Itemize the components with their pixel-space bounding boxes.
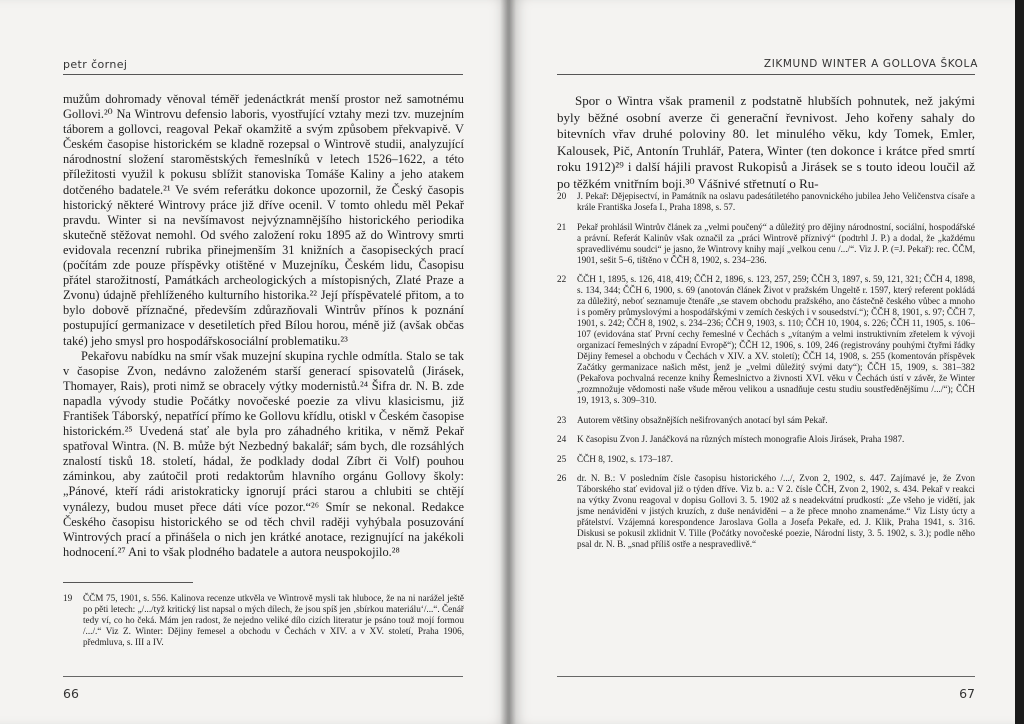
- body-text-right: [557, 93, 975, 193]
- body-text-left: [63, 92, 464, 560]
- right-page: [509, 0, 1015, 724]
- footnote-text: ČČH 8, 1902, s. 173–187.: [577, 453, 673, 464]
- footnotes-left: [63, 593, 464, 657]
- footnote-number: 19: [63, 593, 73, 603]
- paragraph: mužům dohromady věnoval téměř jedenáctkrát menší prostor než samotnému Gollovi.²⁰ Na Wintrovu defensio laboris, vyostřující vztahy mezi tzv. muzejním táborem a gollovci, reagoval Pekař okamžitě a svým způsobem překvapivě. V Českém časopise historickém se kladně rozepsal o Wintrově studii, analyzující národnostní složení staroměstských řemeslníků v letech 1526–1622, a této příležitosti využil k pokusu sblížit stanoviska Tomáše Kaliny a jeho atakem dotčeného badatele.²¹ Ve svém referátku dokonce upozornil, že Český časopis historický některé Wintrovy práce již dříve ocenil. V tomto ohledu měl Pekař pravdu. Winter si na nevšímavost nejvýznamnějšího historického periodika skutečně stěžovat nemohl. Od svého založení roku 1895 až do Wintrovy smrti evidovala recenzní rubrika přinejmenším 31 knižních a časopiseckých prací (počítám zde pouze příspěvky otištěné v Muzejníku, Českém lidu, Časopisu přátel starožitností, Památkách archeologických a místopisných, Zlaté Praze a Zvonu) údajně přehlíženého kulturního historika.²² Její příspěvatelé přitom, a to bylo dobově příznačné, především zdůrazňovali Wintrův přínos k poznání postupující germanizace v desetiletích před Bílou horou, méně již (avšak občas také) jeho smysl pro hospodářskosociální problematiku.²³: [63, 92, 464, 348]
- left-page: [0, 0, 509, 724]
- page-number-left: 66: [63, 686, 79, 701]
- footnote: [557, 274, 975, 406]
- footnote-number: 24: [557, 434, 567, 444]
- footnote-text: Pekař prohlásil Wintrův článek za „velmi poučený“ a důležitý pro dějiny národnostní, sociální, hospodářské a právní. Referát Kalinův však označil za „práci Wintrově příznivý“ (podtrhl J. P.) a dodal, že „každému spravedlivému soudci“ je jasno, že Wintrovy knihy mají „velkou cenu /.../“. Viz J. P. (=J. Pekař): rec. ČČM, 1901, sešit 5–6, tištěno v ČČH 8, 1902, s. 234–236.: [577, 221, 975, 265]
- footnote-number: 20: [557, 191, 567, 201]
- footnote: [63, 593, 464, 648]
- footnote-text: dr. N. B.: V posledním čísle časopisu historického /.../, Zvon 2, 1902, s. 447. Zajímavé je, že Zvon Táborského stať evidoval již o týden dříve. Viz b. a.: V 2. čísle ČČH, Zvon 2, 1902, s. 434. Pekař v reakci na výtky Zvonu reagoval v dopisu Gollovi 3. 5. 1902 až s neadekvátní prudkostí: „Ze všeho je vidětí, jak jsme nenáviděni v jistých kruzích, z duše nenáviděni – a že přece mnoho znamenáme.“ Viz Listy úcty a přátelství. Vzájemná korespondence Jaroslava Golla a Josefa Pekaře, ed. J. Klik, Praha 1941, s. 316. Diskusi se pokusil zklidnit V. Tille (Počátky novočeské poezie, Národní listy, 3. 5. 1902, s. 3.); podle něho psal dr. N. B. „snad příliš ostře a nespravedlivě.“: [577, 473, 975, 549]
- header-rule-left: [63, 74, 463, 75]
- footnote-text: J. Pekař: Dějepisectví, in Památník na oslavu padesátiletého panovnického jubilea Jeho Veličenstva císaře a krále Františka Josefa I., Praha 1898, s. 57.: [577, 191, 975, 212]
- footnote-text: Autorem většiny obsažnějších nešifrovaných anotací byl sám Pekař.: [577, 414, 828, 425]
- footer-rule-right: [557, 676, 975, 677]
- footnote: [557, 191, 975, 213]
- footnote-rule-left: [63, 582, 193, 583]
- page-number-right: 67: [959, 686, 975, 701]
- footnote: [557, 473, 975, 550]
- paragraph: Pekařovu nabídku na smír však muzejní skupina rychle odmítla. Stalo se tak v časopise Zvon, nedávno založeném starší generací spisovatelů (Jirásek, Thomayer, Rais), proti nimž se obracely výtky modernistů.²⁴ Šifra dr. N. B. zde napadla vývody studie Počátky novočeské poezie za vlivu klasicismu, již František Táborský, nepatřící přímo ke Gollovu křídlu, otiskl v Českém časopise historickém.²⁵ Uvedená stať ale byla pro záhadného kritika, v němž Pekař spatřoval Wintra. (N. B. může být Nezbedný bakalář; sám bych, dle rozsáhlých znalostí tisků 18. století, hádal, že podklady dodal Zíbrt či Volf) pouhou záminkou, aby zaútočil proti redaktorům hlavního orgánu Gollovy školy: „Pánové, kteří rádi aristokraticky ignorují práci starou a chlubiti se chtějí vynálezy, budou muset přece dáti více pozor.“²⁶ Smír se nekonal. Redakce Českého časopisu historického se od těch chvil raději vyhýbala posuzování Wintrových prací a přinášela o nich jen krátké anotace, rezignující na jakékoli hodnocení.²⁷ Ani to však plodného badatele a autora neuspokojilo.²⁸: [63, 348, 464, 559]
- footnotes-right: [557, 191, 975, 559]
- footnote: [557, 454, 975, 465]
- footnote: [557, 415, 975, 426]
- header-rule-right: [557, 74, 975, 75]
- footnote: [557, 434, 975, 445]
- footnote-text: ČČH 1, 1895, s. 126, 418, 419; ČČH 2, 1896, s. 123, 257, 259; ČČH 3, 1897, s. 59, 121, 321; ČČH 4, 1898, s. 134, 344; ČČH 6, 1900, s. 69 (anotován článek Život v pražském Ungeltě r. 1597, který referent pokládá za důležitý, neboť seznamuje čtenáře „se stavem obchodu pražského, ano částečně českého vůbec a mnoho i s poměry průmyslovými a hospodářskými v zemích českých i v sousedství.“); ČČH 8, 1901, s. 97; ČČH 7, 1901, s. 242; ČČH 8, 1902, s. 234–236; ČČH 9, 1903, s. 110; ČČH 10, 1904, s. 226; ČČH 11, 1905, s. 106–107 (evidována stať První cechy řemeslné v Čechách s „vítaným a velmi instruktivním zřetelem k vývoji organizací řemeslných v západní Evropě“); ČČH 12, 1906, s. 109, 246 (registrovány pouhými čtyřmi řádky Dějiny řemesel a obchodu v Čechách v XIV. a XV. století); ČČH 14, 1908, s. 255 (komentován příspěvek Začátky germanizace našich měst, jenž je „velmi důležitý svými daty“); ČČH 15, 1909, s. 381–382 (Pekařova pochvalná recenze knihy Řemeslnictvo a živnosti XVI. věku v Čechách ústí v závěr, že Winter „rozmnožuje vědomosti naše všude měrou velikou a usnadňuje cestu studiu soustředěnějšímu /.../“); ČČH 19, 1913, s. 309–310.: [577, 274, 975, 405]
- footnote-number: 21: [557, 221, 567, 232]
- footnote-number: 25: [557, 453, 567, 464]
- paragraph: Spor o Wintra však pramenil z podstatně hlubších pohnutek, než jakými byly běžné osobní averze či generační řevnivost. Jeho kořeny sahaly do bitevních vřav druhé poloviny 80. let minulého věku, kdy Tomek, Emler, Kalousek, Pič, Antonín Truhlář, Patera, Winter (ten dokonce i krátce před smrtí roku 1912)²⁹ i další hájili pravost Rukopisů a Jirásek se s touto ideou loučil až po těžkém vnitřním boji.³⁰ Vášnivé střetnutí o Ru-: [557, 93, 975, 191]
- footnote-text: K časopisu Zvon J. Janáčková na různých místech monografie Alois Jirásek, Praha 1987.: [577, 434, 905, 444]
- footnote: [557, 222, 975, 266]
- footnote-number: 23: [557, 414, 567, 425]
- footnote-text: ČČM 75, 1901, s. 556. Kalinova recenze utkvěla ve Wintrově mysli tak hluboce, že na ni narážel ještě po pěti letech: „/.../tyž kritický list napsal o mých dílech, že jsou spíš jen ‚sbírkou materiálu‘/...“. Čenář tedy ví, co ho čeká. Mám jen radost, že nejedno veliké dílo cizích literatur je psáno touž mojí formou /.../.“ Viz Z. Winter: Dějiny řemesel a obchodu v Čechách v XIV. a v XV. století, Praha 1906, předmluva, s. III a IV.: [83, 593, 464, 647]
- footer-rule-left: [63, 676, 463, 677]
- footnote-number: 22: [557, 274, 567, 284]
- running-head-right: ZIKMUND WINTER A GOLLOVA ŠKOLA: [763, 58, 978, 70]
- footnote-number: 26: [557, 473, 567, 483]
- running-head-left: petr čornej: [63, 58, 128, 71]
